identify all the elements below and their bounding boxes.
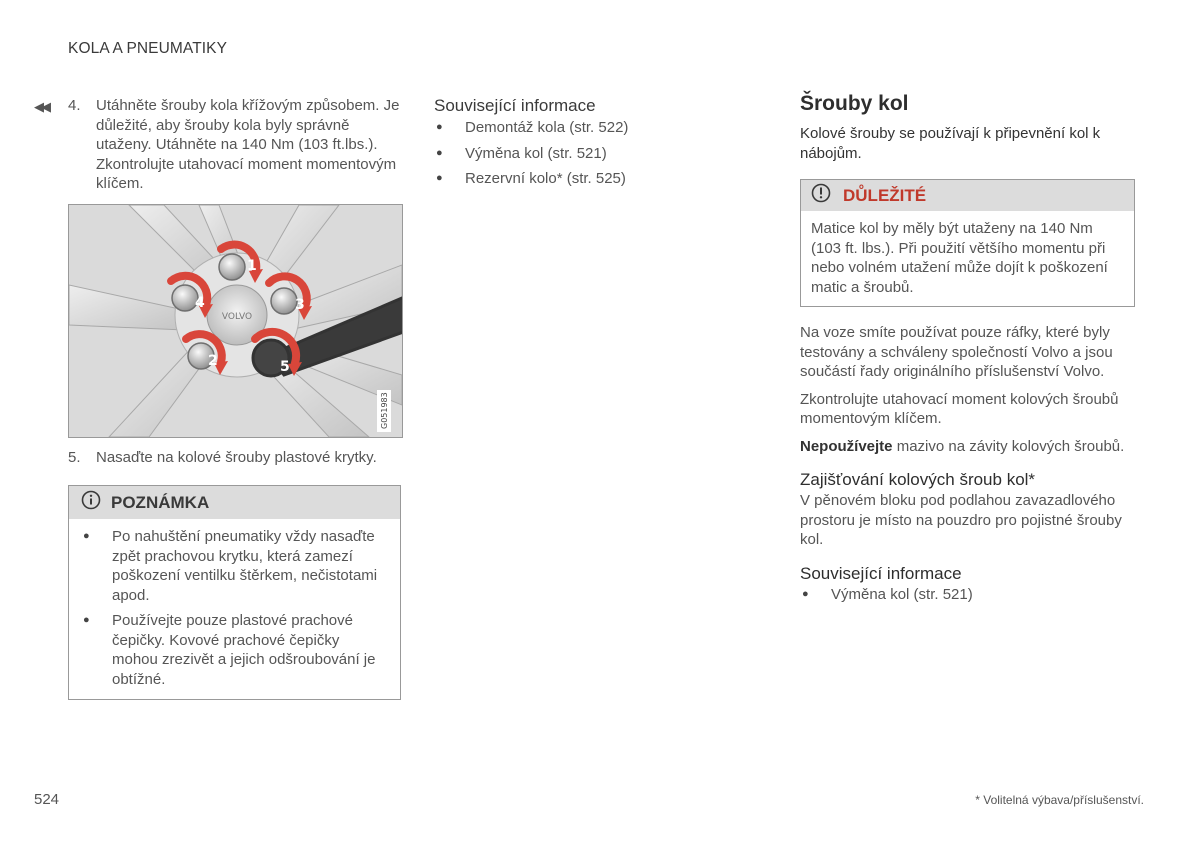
related-link[interactable]: ● Výměna kol (str. 521) (436, 144, 607, 162)
wheel-bolt-illustration (68, 204, 403, 438)
related-heading: Související informace (800, 563, 962, 583)
footnote: * Volitelná výbava/příslušenství. (975, 793, 1144, 807)
related-list (800, 585, 1135, 605)
paragraph: V pěnovém bloku pod podlahou zavazadlového prostoru je místo na pouzdro pro pojistné šrouby kol. (800, 492, 1122, 548)
wheel-illustration-svg (69, 205, 402, 437)
related-link[interactable]: ● Demontáž kola (str. 522) (436, 119, 629, 136)
section-lead: Kolové šrouby se používají k připevnění kol k nábojům. (800, 125, 1101, 162)
figure-code: G051983 (380, 392, 389, 429)
note-list (69, 519, 400, 699)
paragraph: Nepoužívejte mazivo na závity kolových šroubů. (800, 437, 1125, 455)
note-label: POZNÁMKA (111, 492, 210, 512)
bolt-label-3: 3 (295, 297, 305, 313)
warning-label: DŮLEŽITÉ (843, 185, 927, 205)
bolt-label-5: 5 (280, 359, 290, 375)
note-header (69, 486, 400, 519)
related-heading: Související informace (434, 96, 596, 115)
step-4 (34, 96, 404, 194)
brand-text: VOLVO (221, 312, 253, 322)
note-box (68, 485, 401, 700)
right-column (800, 92, 1135, 604)
bolt-label-1: 1 (247, 258, 257, 274)
step-5 (68, 448, 401, 468)
emphasis: Nepoužívejte (800, 437, 893, 455)
bolt-label-4: 4 (195, 295, 205, 311)
step-text: Utáhněte šrouby kola křížovým způsobem. Je důležité, aby šrouby kola byly správně utaženy. Utáhněte na 140 Nm (103 ft.lbs.). Zkontrolujte utahovací moment momentovým klíčem. (96, 97, 400, 192)
related-list (434, 118, 734, 189)
continue-arrows-icon: ◀◀ (34, 99, 48, 114)
page-number: 524 (34, 791, 60, 808)
warning-box (800, 179, 1135, 307)
section-title: Šrouby kol (800, 92, 909, 115)
middle-column (434, 96, 734, 195)
step-text: Nasaďte na kolové šrouby plastové krytky. (96, 449, 377, 466)
subheading: Zajišťování kolových šroub kol* (800, 470, 1036, 489)
step-number: 5. (68, 449, 81, 466)
warning-text: Matice kol by měly být utaženy na 140 Nm (103 ft. lbs.). Při použití většího momentu při nebo volném utažení může dojít k poškození matic a šroubů. (811, 220, 1108, 296)
paragraph: Zkontrolujte utahovací moment kolových šroubů momentovým klíčem. (800, 390, 1119, 427)
warning-icon (811, 183, 831, 208)
related-link[interactable]: ● Výměna kol (str. 521) (802, 585, 973, 603)
paragraph: Na voze smíte používat pouze ráfky, které byly testovány a schváleny společností Volvo a jsou součástí řady originálního příslušenství Volvo. (800, 324, 1113, 380)
bolt-label-2: 2 (208, 353, 218, 369)
list-item: ● Používejte pouze plastové prachové čepičky. Kovové prachové čepičky mohou zrezivět a jejich odšroubování je obtížné. (83, 612, 376, 688)
warning-header (801, 180, 1134, 211)
step-number: 4. (68, 97, 81, 114)
section-header: KOLA A PNEUMATIKY (68, 40, 228, 57)
info-icon (81, 490, 101, 515)
related-link[interactable]: ● Rezervní kolo* (str. 525) (436, 170, 626, 187)
list-item: ● Po nahuštění pneumatiky vždy nasaďte zpět prachovou krytku, která zamezí poškození ventilku štěrkem, nečistotami apod. (83, 528, 378, 604)
left-column (34, 96, 404, 194)
